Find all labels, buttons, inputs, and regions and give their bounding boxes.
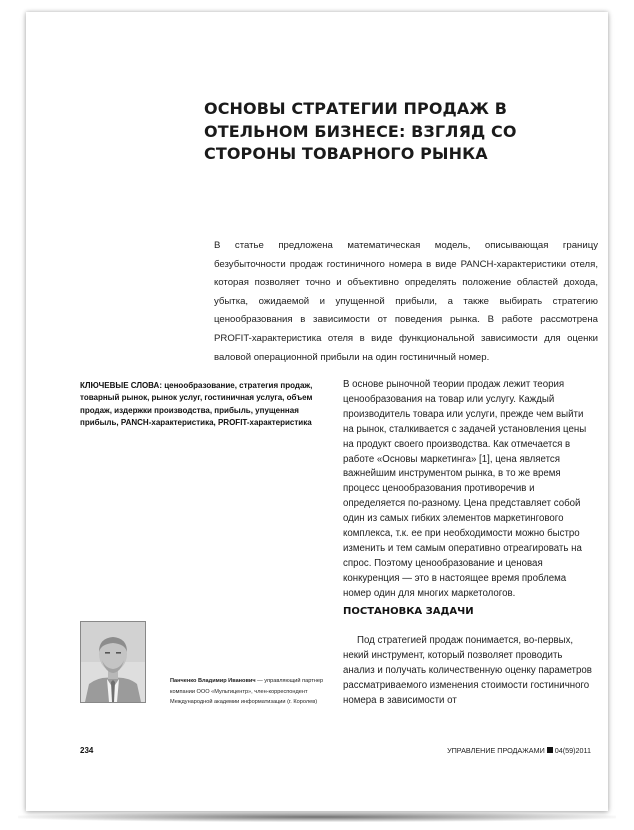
keywords-block xyxy=(80,380,320,430)
article-abstract: В статье предложена математическая модель, описывающая границу безубыточности продаж гостиничного номера в виде PANCH-характеристики отеля, которая позволяет точно и объективно определять положение областей дохода, убытка, ожидаемой и упущенной прибыли, а также выбирать стратегию ценообразования в зависимости от поведения рынка. В работе рассмотрена PROFIT-характеристика отеля в виде функциональной зависимости для оценки валовой операционной прибыли на один гостиничный номер. xyxy=(214,240,598,363)
keywords-list: ценообразование, стратегия продаж, товарный рынок, рынок услуг, гостиничная услуга, объем продаж, издержки производства, прибыль, упущенная прибыль, PANCH-характеристика, PROFIT-характеристика xyxy=(80,381,313,428)
keywords-label: КЛЮЧЕВЫЕ СЛОВА: xyxy=(80,381,162,390)
square-separator-icon xyxy=(547,747,553,753)
journal-footer xyxy=(447,746,591,755)
author-portrait-image xyxy=(81,622,145,702)
author-photo xyxy=(80,621,146,703)
page-number: 234 xyxy=(80,746,94,755)
section-heading: ПОСТАНОВКА ЗАДАЧИ xyxy=(343,606,474,617)
journal-name: УПРАВЛЕНИЕ ПРОДАЖАМИ xyxy=(447,746,545,755)
article-title: ОСНОВЫ СТРАТЕГИИ ПРОДАЖ В ОТЕЛЬНОМ БИЗНЕСЕ: ВЗГЛЯД СО СТОРОНЫ ТОВАРНОГО РЫНКА xyxy=(204,99,517,163)
intro-paragraph: В основе рыночной теории продаж лежит теория ценообразования на товар или услугу. Каждый производитель товара или услуги, прежде чем выйти на рынок, сталкивается с задачей установления цены на продукт своего производства. Как отмечается в работе «Основы маркетинга» [1], цена является важнейшим инструментом рынка, в то же время процесс ценообразования противоречив и определяется по-разному. Цена представляет собой один из самых гибких элементов маркетингового комплекса, т.к. ее при необходимости можно быстро изменить и тем самым оперативно отреагировать на спрос. Поэтому ценообразование и ценовая конкуренция — это в настоящее время проблема номер один для многих маркетологов. xyxy=(343,379,587,599)
author-bio: — управляющий партнер компании ООО «Мультицентр», член-корреспондент Международной академии информатизации (г. Королев) xyxy=(170,678,324,705)
section-paragraph: Под стратегией продаж понимается, во-первых, некий инструмент, который позволяет проводить анализ и получать количественную оценку параметров рассматриваемого изменения стоимости гостиничного номера в зависимости от xyxy=(343,635,592,706)
author-name: Панченко Владимир Иванович xyxy=(170,678,256,684)
journal-issue: 04(59)2011 xyxy=(554,746,591,755)
author-info xyxy=(170,676,328,708)
page-shadow xyxy=(18,812,616,822)
